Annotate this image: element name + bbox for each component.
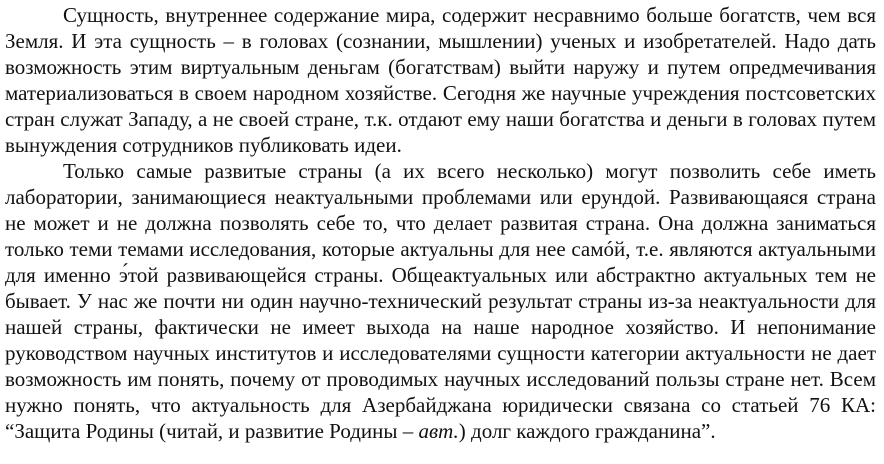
paragraph-1-text: Сущность, внутреннее содержание мира, содержит несравнимо больше богатств, чем вся Земля. И эта сущность – в головах (сознании, мышлении) ученых и изобретателей. Надо дать возможность этим виртуальным деньгам (богатствам) выйти наружу и путем опредмечивания материализоваться в своем народном хозяйстве. Сегодня же научные учреждения постсоветских стран служат Западу, а не своей стране, т.к. отдают ему наши богатства и деньги в головах путем вынуждения сотрудников публиковать идеи. <box>5 3 876 157</box>
paragraph-2-ending: ) долг каждого гражданина”. <box>458 419 716 443</box>
paragraph-2-text: Только самые развитые страны (а их всего несколько) могут позволить себе иметь лаборатории, занимающиеся неактуальными проблемами или ерундой. Развивающаяся страна не может и не должна позволять себе то, что делает развитая страна. Она должна заниматься только теми темами исследования, которые актуальны для нее самóй, т.е. являются актуальными для именно э́той развивающейся страны. Общеактуальных или абстрактно актуальных тем не бывает. У нас же почти ни один научно-технический результат страны из-за неактуальности для нашей страны, фактически не имеет выхода на наше народное хозяйство. И непонимание руководством научных институтов и исследователями сущности категории актуальности не дает возможность им понять, почему от проводимых научных исследований пользы стране нет. Всем нужно понять, что актуальность для Азербайджана юридически связана со статьей 76 КА: “Защита Родины (читай, и развитие Родины – <box>5 159 876 443</box>
paragraph-2 <box>5 158 876 444</box>
paragraph-1 <box>5 2 876 158</box>
author-abbreviation: авт. <box>418 419 459 443</box>
